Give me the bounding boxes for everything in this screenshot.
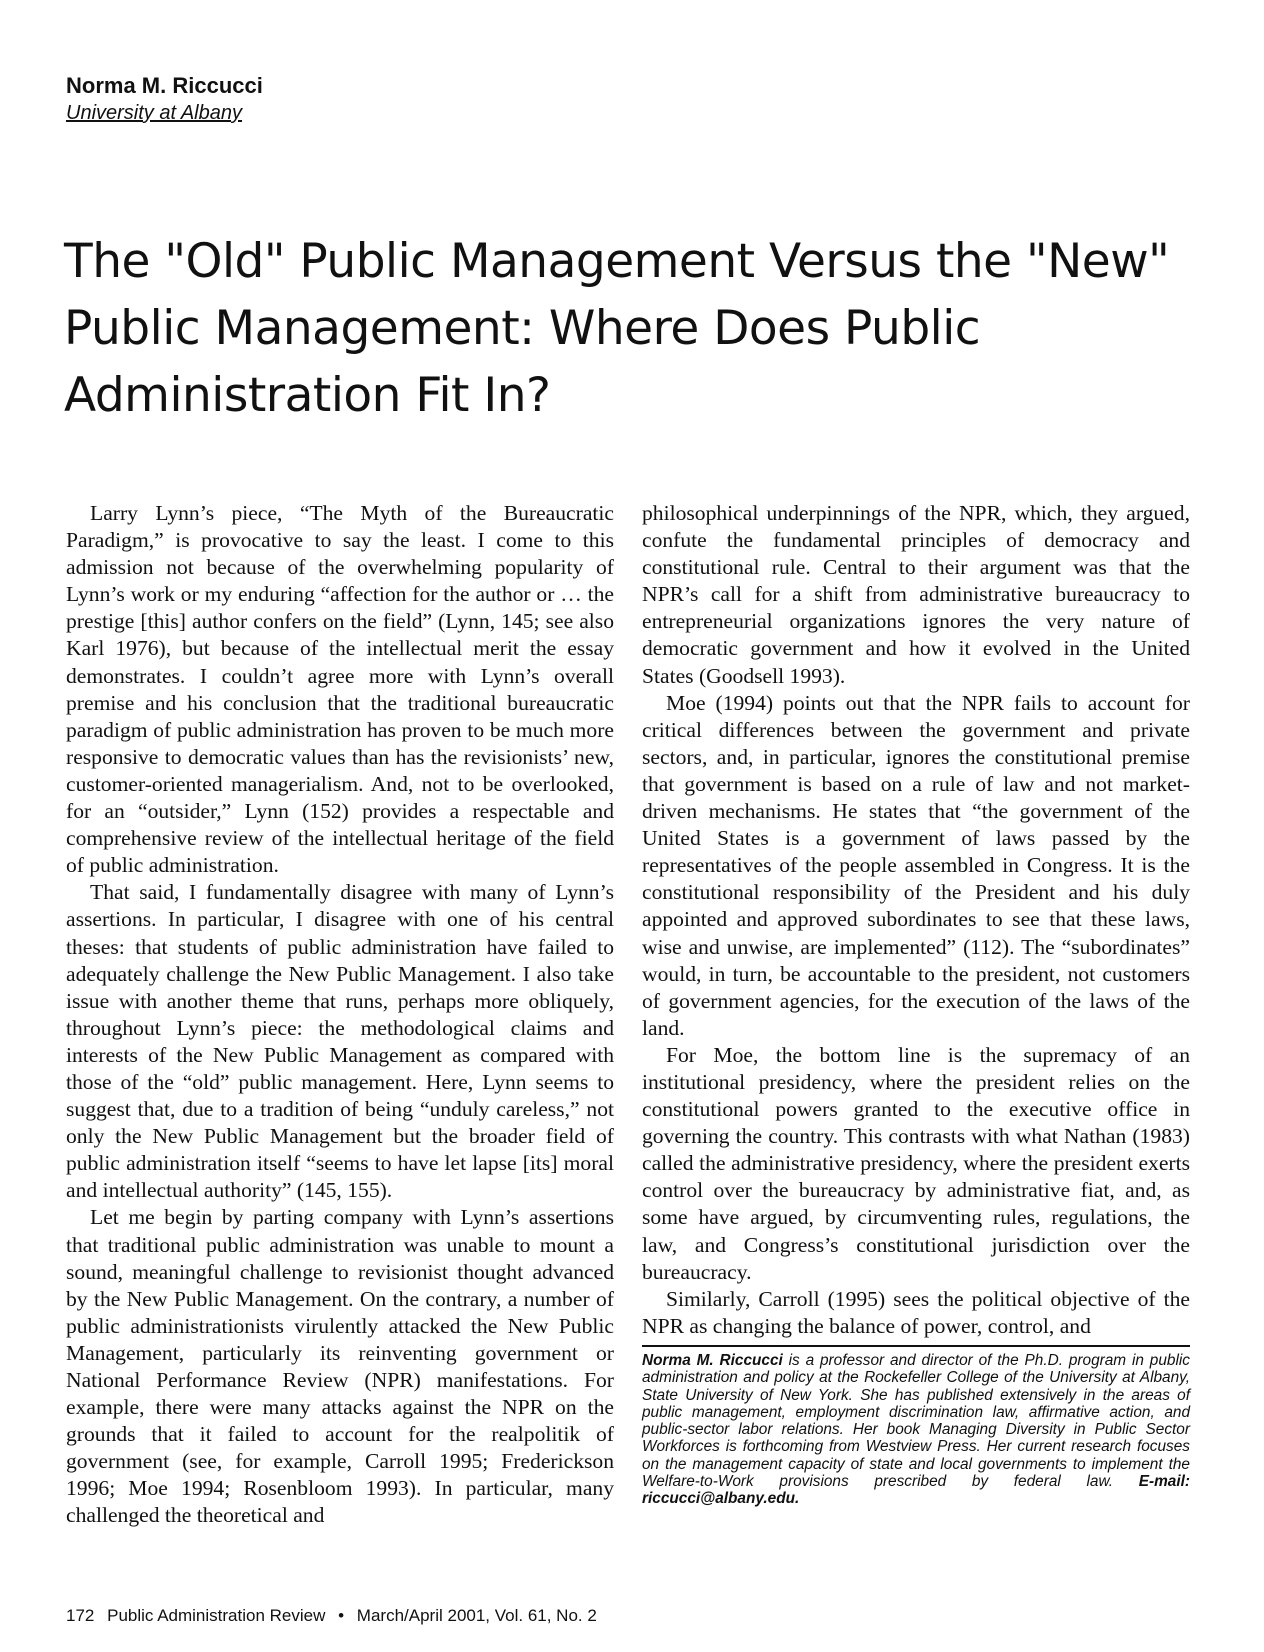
article-title: The "Old" Public Management Versus the "New" Public Management: Where Does Public Administration Fit In? (64, 234, 1170, 423)
footnote-email[interactable]: E-mail: riccucci@albany.edu. (642, 1473, 1190, 1508)
author-bio-footnote (642, 1352, 1190, 1508)
paragraph: For Moe, the bottom line is the supremacy of an institutional presidency, where the president relies on the constitutional powers granted to the executive office in governing the country. This contrasts with what Nathan (1983) called the administrative presidency, where the president exerts control over the bureaucracy by administrative fiat, and, as some have argued, by circumventing rules, regulations, the law, and Congress’s constitutional jurisdiction over the bureaucracy. (642, 1042, 1190, 1284)
footnote-author-name: Norma M. Riccucci (642, 1352, 783, 1369)
footer-separator: • (338, 1606, 345, 1625)
author-block (66, 72, 263, 126)
author-name: Norma M. Riccucci (66, 73, 263, 98)
journal-issue: March/April 2001, Vol. 61, No. 2 (356, 1606, 597, 1625)
paragraph: Moe (1994) points out that the NPR fails to account for critical differences between the government and private sectors, and, in particular, ignores the constitutional premise that government is based on a rule of law and not market-driven mechanisms. He states that “the government of the United States is a government of laws passed by the representatives of the people assembled in Congress. It is the constitutional responsibility of the President and his duly appointed and approved subordinates to see that these laws, wise and unwise, are implemented” (112). The “subordinates” would, in turn, be accountable to the president, not customers of government agencies, for the execution of the laws of the land. (642, 690, 1190, 1040)
author-affiliation: University at Albany (66, 102, 242, 124)
paragraph: Similarly, Carroll (1995) sees the political objective of the NPR as changing the balance of power, control, and (642, 1286, 1190, 1338)
paragraph: Larry Lynn’s piece, “The Myth of the Bureaucratic Paradigm,” is provocative to say the least. I come to this admission not because of the overwhelming popularity of Lynn’s work or my enduring “affection for the author or … the prestige [this] author confers on the field” (Lynn, 145; see also Karl 1976), but because of the intellectual merit the essay demonstrates. I couldn’t agree more with Lynn’s overall premise and his conclusion that the traditional bureaucratic paradigm of public administration has proven to be much more responsive to democratic values than has the revisionists’ new, customer-oriented managerialism. And, not to be overlooked, for an “outsider,” Lynn (152) provides a respectable and comprehensive review of the intellectual heritage of the field of public administration. (66, 501, 614, 878)
paragraph: Let me begin by parting company with Lynn’s assertions that traditional public administration was unable to mount a sound, meaningful challenge to revisionist thought advanced by the New Public Management. On the contrary, a number of public administrationists virulently attacked the New Public Management, particularly its reinventing government or National Performance Review (NPR) manifestations. For example, there were many attacks against the NPR on the grounds that it failed to account for the realpolitik of government (see, for example, Carroll 1995; Frederickson 1996; Moe 1994; Rosenbloom 1993). In particular, many challenged the theoretical and (66, 1205, 614, 1528)
page-footer (66, 1605, 605, 1627)
paragraph: That said, I fundamentally disagree with many of Lynn’s assertions. In particular, I disagree with one of his central theses: that students of public administration have failed to adequately challenge the New Public Management. I also take issue with another theme that runs, perhaps more obliquely, throughout Lynn’s piece: the methodological claims and interests of the New Public Management as compared with those of the “old” public management. Here, Lynn seems to suggest that, due to a tradition of being “unduly careless,” not only the New Public Management but the broader field of public administration itself “seems to have let lapse [its] moral and intellectual authority” (145, 155). (66, 880, 614, 1203)
page-number: 172 (66, 1606, 95, 1625)
left-column (66, 500, 614, 1530)
journal-name: Public Administration Review (107, 1606, 326, 1625)
footnote-text: is a professor and director of the Ph.D. program in public administration and policy at the Rockefeller College of the University at Albany, State University of New York. She has published extensively in the areas of public management, employment discrimination law, affirmative action, and public-sector labor relations. Her book Managing Diversity in Public Sector Workforces is forthcoming from Westview Press. Her current research focuses on the management capacity of state and local governments to implement the Welfare-to-Work provisions prescribed by federal law. (642, 1352, 1190, 1491)
right-column (642, 500, 1190, 1340)
footnote-divider (642, 1345, 1190, 1347)
paragraph: philosophical underpinnings of the NPR, which, they argued, confute the fundamental principles of democracy and constitutional rule. Central to their argument was that the NPR’s call for a shift from administrative bureaucracy to entrepreneurial organizations ignores the very nature of democratic government and how it evolved in the United States (Goodsell 1993). (642, 501, 1190, 688)
